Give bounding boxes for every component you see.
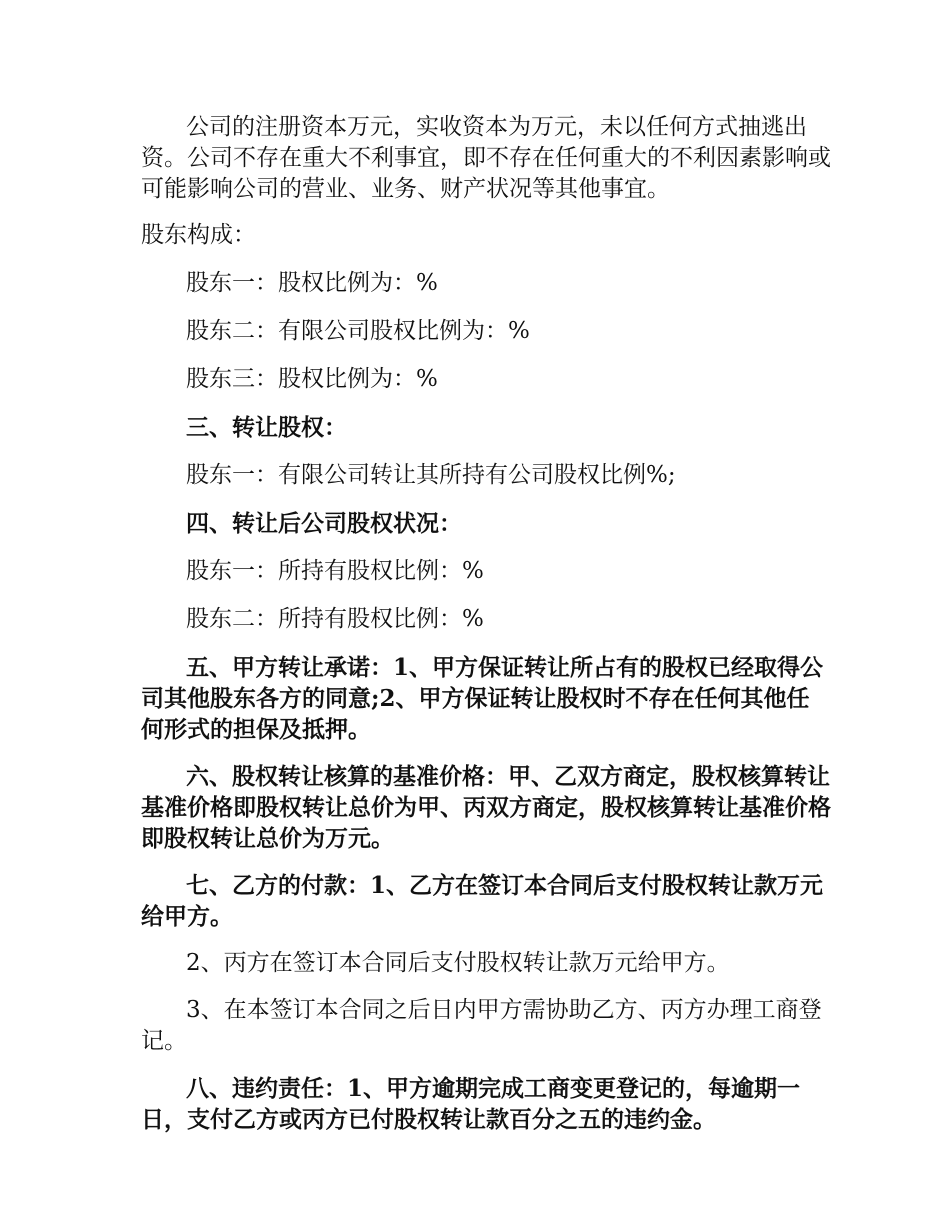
paragraph-shareholder-structure-label: 股东构成： xyxy=(141,222,256,248)
clause-7-item-3: 3、在本签订本合同之后日内甲方需协助乙方、丙方办理工商登记。 xyxy=(141,997,822,1054)
paragraph-post-shareholder-2: 股东二：所持有股权比例：% xyxy=(186,606,484,632)
document-page xyxy=(141,112,831,1135)
clause-8-liability: 八、违约责任：1、甲方逾期完成工商变更登记的，每逾期一日，支付乙方或丙方已付股权转让款百分之五的违约金。 xyxy=(141,1075,801,1133)
heading-transfer-equity: 三、转让股权： xyxy=(186,414,347,441)
clause-7-payment: 七、乙方的付款：1、乙方在签订本合同后支付股权转让款万元给甲方。 xyxy=(141,872,824,930)
heading-post-transfer-status: 四、转让后公司股权状况： xyxy=(186,510,462,537)
paragraph-shareholder-3: 股东三：股权比例为：% xyxy=(186,366,438,392)
clause-7-item-2: 2、丙方在签订本合同后支付股权转让款万元给甲方。 xyxy=(186,950,730,976)
clause-6-base-price: 六、股权转让核算的基准价格：甲、乙双方商定，股权核算转让基准价格即股权转让总价为甲、丙双方商定，股权核算转让基准价格即股权转让总价为万元。 xyxy=(141,763,831,852)
paragraph-shareholder-2: 股东二：有限公司股权比例为：% xyxy=(186,318,530,344)
paragraph-shareholder-1: 股东一：股权比例为：% xyxy=(186,270,438,296)
paragraph-company-capital: 公司的注册资本万元，实收资本为万元，未以任何方式抽逃出资。公司不存在重大不利事宜，即不存在任何重大的不利因素影响或可能影响公司的营业、业务、财产状况等其他事宜。 xyxy=(141,114,831,202)
clause-5-transfer-commitment: 五、甲方转让承诺：1、甲方保证转让所占有的股权已经取得公司其他股东各方的同意;2、甲方保证转让股权时不存在任何其他任何形式的担保及抵押。 xyxy=(141,654,824,743)
paragraph-post-shareholder-1: 股东一：所持有股权比例：% xyxy=(186,558,484,584)
paragraph-transfer-equity: 股东一：有限公司转让其所持有公司股权比例%; xyxy=(186,462,676,488)
